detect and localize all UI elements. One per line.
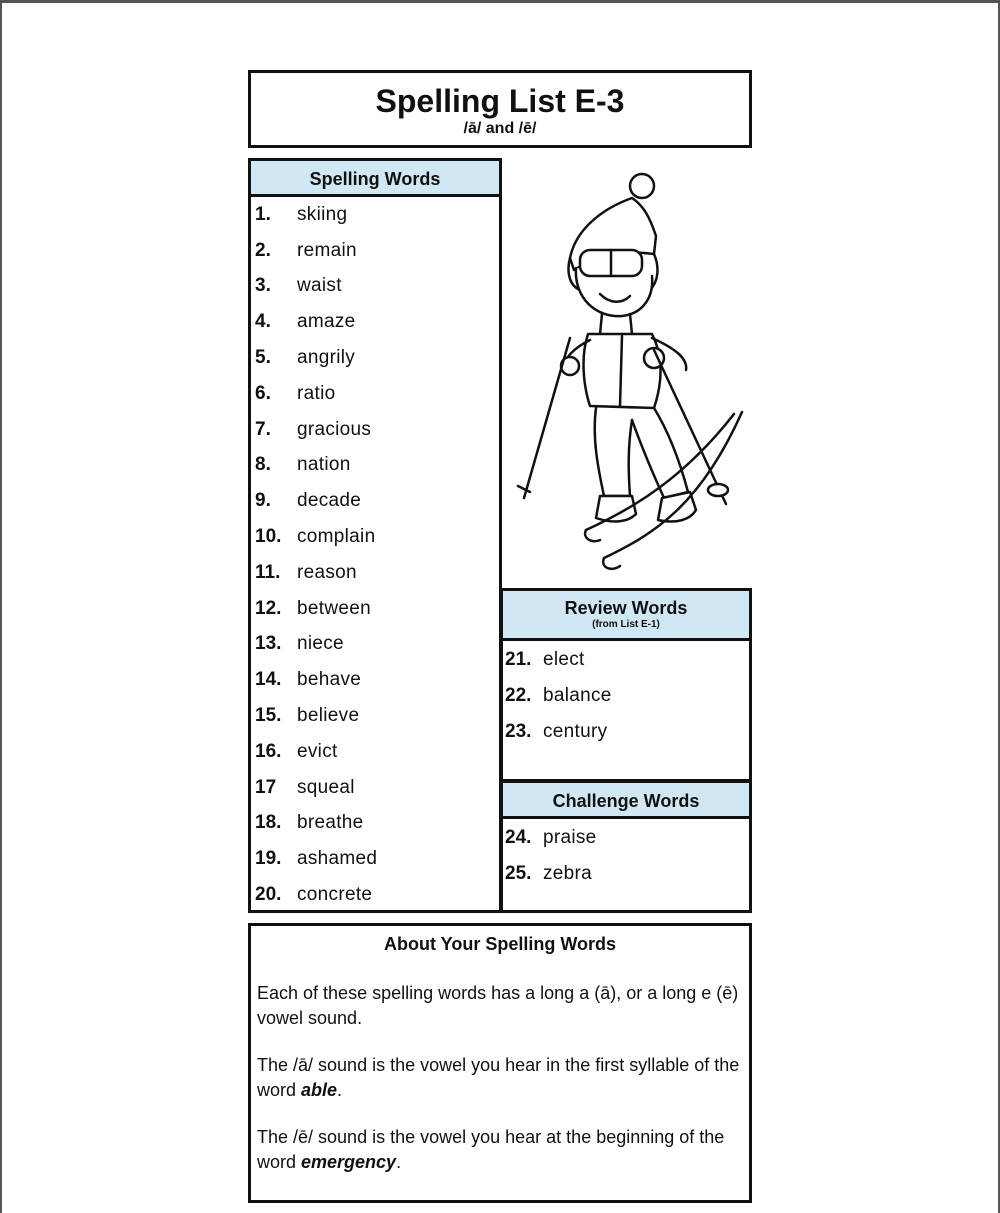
about-p2-text: The /ā/ sound is the vowel you hear in the first syllable of the word bbox=[257, 1055, 740, 1100]
word-number: 12. bbox=[255, 597, 282, 619]
word-row bbox=[251, 233, 499, 269]
word-number: 16. bbox=[255, 740, 282, 762]
review-words-list bbox=[503, 641, 749, 750]
word-row bbox=[251, 841, 499, 877]
about-p2-end: . bbox=[337, 1080, 343, 1100]
word-row bbox=[251, 734, 499, 770]
review-words-subtitle: (from List E-1) bbox=[592, 619, 660, 630]
word-row bbox=[251, 269, 499, 305]
word-row bbox=[251, 483, 499, 519]
word-row bbox=[503, 856, 749, 892]
word-text: niece bbox=[297, 633, 344, 655]
word-text: behave bbox=[297, 669, 362, 691]
word-number: 17 bbox=[255, 776, 277, 798]
about-p3-text: The /ē/ sound is the vowel you hear at the beginning of the word bbox=[257, 1127, 725, 1172]
word-number: 13. bbox=[255, 633, 282, 655]
word-number: 7. bbox=[255, 418, 271, 440]
page-subtitle: /ā/ and /ē/ bbox=[463, 120, 537, 137]
word-text: decade bbox=[297, 490, 362, 512]
challenge-words-header: Challenge Words bbox=[503, 783, 749, 819]
word-text: elect bbox=[543, 649, 585, 670]
word-row bbox=[503, 714, 749, 750]
word-number: 18. bbox=[255, 812, 282, 834]
word-number: 11. bbox=[255, 561, 281, 583]
word-text: angrily bbox=[297, 347, 356, 369]
word-text: gracious bbox=[297, 418, 372, 440]
word-text: squeal bbox=[297, 776, 355, 798]
review-words-box bbox=[500, 588, 752, 782]
word-number: 20. bbox=[255, 884, 282, 906]
word-row bbox=[503, 820, 749, 856]
word-number: 9. bbox=[255, 490, 271, 512]
page-title: Spelling List E-3 bbox=[375, 83, 625, 119]
spelling-words-list bbox=[251, 197, 499, 913]
review-words-title: Review Words bbox=[564, 598, 688, 618]
challenge-words-list bbox=[503, 819, 749, 892]
word-row bbox=[251, 412, 499, 448]
word-text: breathe bbox=[297, 812, 364, 834]
word-text: nation bbox=[297, 454, 351, 476]
word-number: 10. bbox=[255, 526, 282, 548]
word-text: evict bbox=[297, 740, 338, 762]
word-text: ratio bbox=[297, 382, 336, 404]
word-text: concrete bbox=[297, 884, 373, 906]
about-p2-emphasis: able bbox=[301, 1080, 338, 1100]
word-row bbox=[251, 627, 499, 663]
word-text: skiing bbox=[297, 203, 348, 225]
word-number: 23. bbox=[505, 721, 532, 742]
word-row bbox=[251, 304, 499, 340]
word-row bbox=[251, 591, 499, 627]
word-number: 4. bbox=[255, 311, 271, 333]
word-row bbox=[251, 877, 499, 913]
word-row bbox=[251, 555, 499, 591]
word-text: between bbox=[297, 597, 371, 619]
title-box bbox=[248, 70, 752, 148]
spelling-words-header: Spelling Words bbox=[251, 161, 499, 197]
word-text: remain bbox=[297, 239, 357, 261]
word-text: century bbox=[543, 721, 608, 742]
word-row bbox=[251, 698, 499, 734]
word-number: 6. bbox=[255, 382, 271, 404]
skier-illustration-icon bbox=[504, 158, 750, 588]
word-number: 14. bbox=[255, 669, 282, 691]
word-text: amaze bbox=[297, 311, 356, 333]
word-number: 1. bbox=[255, 203, 271, 225]
about-box bbox=[248, 923, 752, 1203]
word-row bbox=[503, 678, 749, 714]
word-row bbox=[251, 197, 499, 233]
word-number: 19. bbox=[255, 848, 282, 870]
challenge-words-box bbox=[500, 780, 752, 913]
word-text: zebra bbox=[543, 863, 593, 884]
word-row bbox=[251, 519, 499, 555]
word-number: 5. bbox=[255, 347, 271, 369]
word-number: 24. bbox=[505, 827, 532, 848]
word-text: reason bbox=[297, 561, 357, 583]
about-paragraph-2 bbox=[257, 1053, 743, 1103]
about-p3-emphasis: emergency bbox=[301, 1152, 397, 1172]
word-text: waist bbox=[297, 275, 342, 297]
word-row bbox=[251, 662, 499, 698]
word-text: praise bbox=[543, 827, 597, 848]
word-row bbox=[503, 642, 749, 678]
word-row bbox=[251, 448, 499, 484]
about-paragraph-3 bbox=[257, 1125, 743, 1175]
word-number: 8. bbox=[255, 454, 271, 476]
word-text: believe bbox=[297, 705, 360, 727]
word-number: 15. bbox=[255, 705, 282, 727]
about-paragraph-1: Each of these spelling words has a long a (ā), or a long e (ē) vowel sound. bbox=[257, 983, 739, 1028]
word-number: 25. bbox=[505, 863, 532, 884]
word-text: balance bbox=[543, 685, 612, 706]
spelling-words-box bbox=[248, 158, 502, 913]
word-row bbox=[251, 770, 499, 806]
word-number: 3. bbox=[255, 275, 271, 297]
about-p3-end: . bbox=[396, 1152, 402, 1172]
word-text: complain bbox=[297, 526, 376, 548]
word-row bbox=[251, 806, 499, 842]
word-number: 21. bbox=[505, 649, 532, 670]
about-title: About Your Spelling Words bbox=[384, 934, 616, 954]
word-text: ashamed bbox=[297, 848, 378, 870]
review-words-header bbox=[503, 591, 749, 641]
word-number: 2. bbox=[255, 239, 271, 261]
word-row bbox=[251, 376, 499, 412]
word-row bbox=[251, 340, 499, 376]
word-number: 22. bbox=[505, 685, 532, 706]
